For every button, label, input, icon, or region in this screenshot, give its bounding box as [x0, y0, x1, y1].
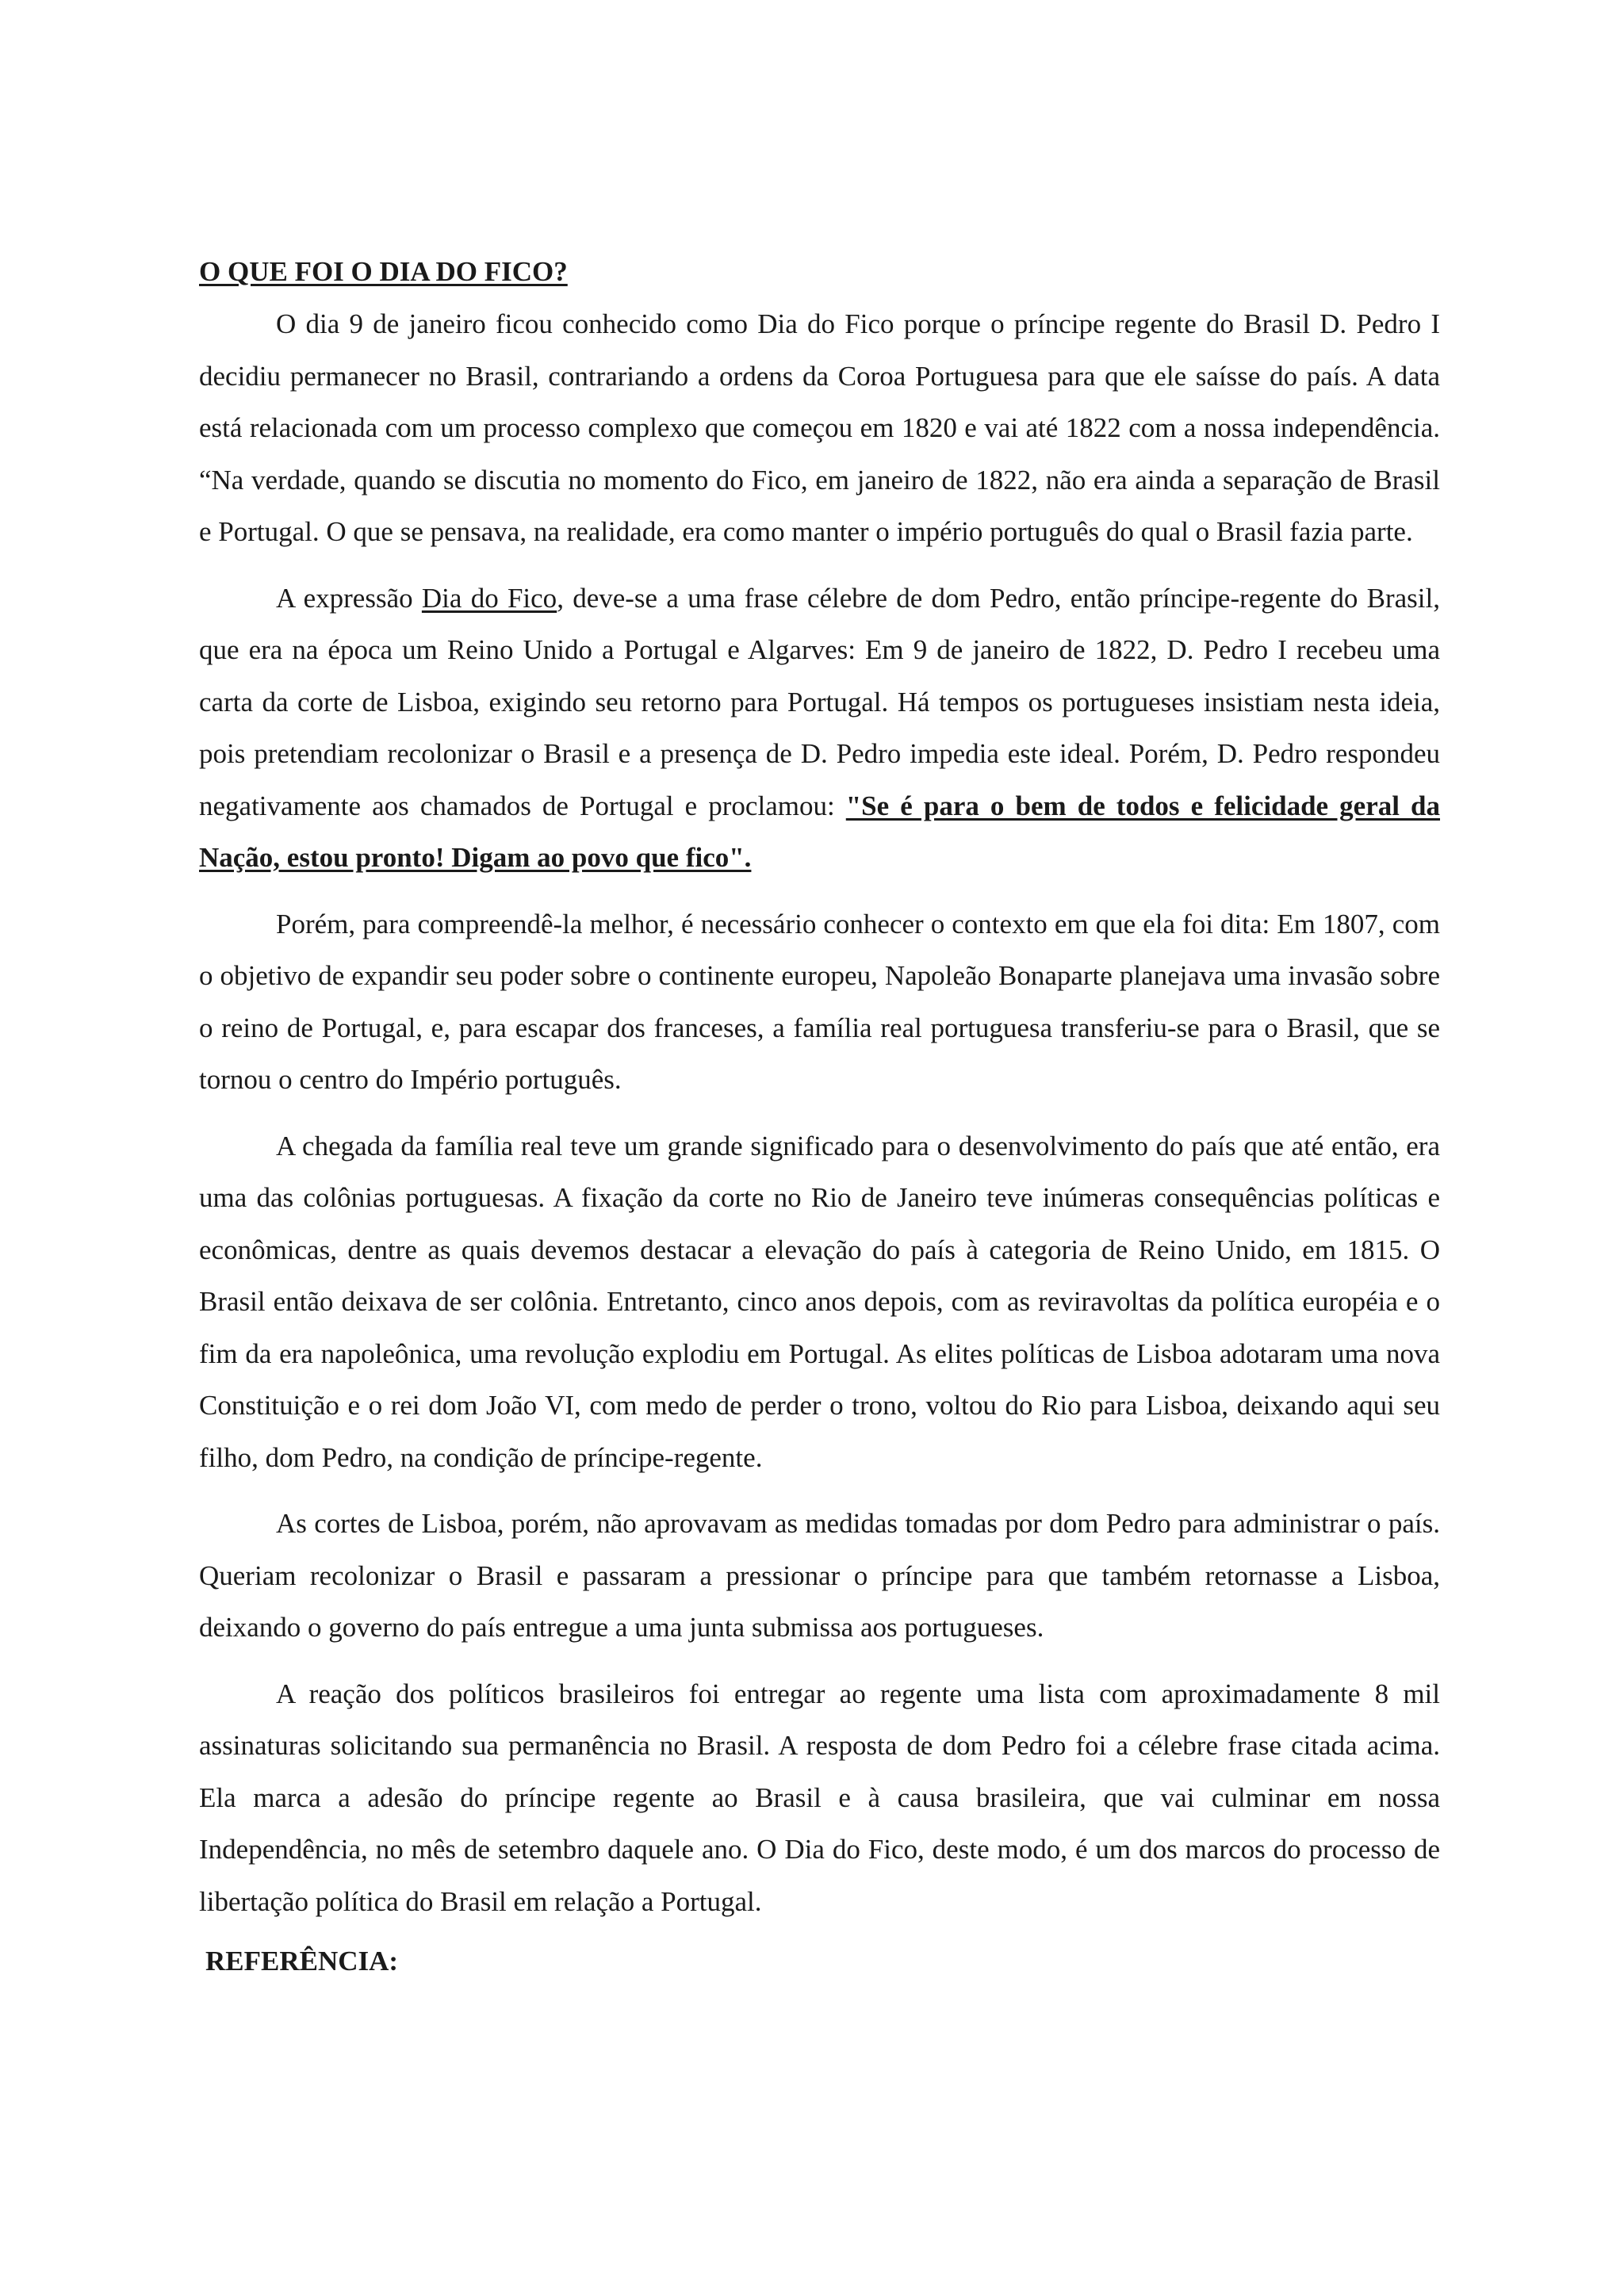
paragraph-6: A reação dos políticos brasileiros foi entregar ao regente uma lista com aproximadamente 8 mil assinaturas solicitando sua permanência no Brasil. A resposta de dom Pedro foi a célebre frase citada acima. Ela marca a adesão do príncipe regente ao Brasil e à causa brasileira, que vai culminar em nossa Independência, no mês de setembro daquele ano. O Dia do Fico, deste modo, é um dos marcos do processo de libertação política do Brasil em relação a Portugal.	[199, 1678, 1440, 1917]
dia-do-fico-term: Dia do Fico	[421, 582, 557, 614]
reference-heading: REFERÊNCIA:	[205, 1946, 399, 1976]
paragraph-3: Porém, para compreendê-la melhor, é necessário conhecer o contexto em que ela foi dita: Em 1807, com o objetivo de expandir seu poder sobre o continente europeu, Napoleão Bonaparte planejava uma invasão sobre o reino de Portugal, e, para escapar dos franceses, a família real portuguesa transferiu-se para o Brasil, que se tornou o centro do Império português.	[199, 908, 1440, 1095]
paragraph-2-start: A expressão	[276, 582, 422, 614]
paragraph-2-middle: , deve-se a uma frase célebre de dom Pedro, então príncipe-regente do Brasil, que era na época um Reino Unido a Portugal e Algarves: Em 9 de janeiro de 1822, D. Pedro I recebeu uma carta da corte de Lisboa, exigindo seu retorno para Portugal. Há tempos os portugueses insistiam nesta ideia, pois pretendiam recolonizar o Brasil e a presença de D. Pedro impedia este ideal. Porém, D. Pedro respondeu negativamente aos chamados de Portugal e proclamou:	[199, 582, 1440, 821]
document-title: O QUE FOI O DIA DO FICO?	[199, 256, 568, 287]
paragraph-1: O dia 9 de janeiro ficou conhecido como Dia do Fico porque o príncipe regente do Brasil D. Pedro I decidiu permanecer no Brasil, contrariando a ordens da Coroa Portuguesa para que ele saísse do país. A data está relacionada com um processo complexo que começou em 1820 e vai até 1822 com a nossa independência. “Na verdade, quando se discutia no momento do Fico, em janeiro de 1822, não era ainda a separação de Brasil e Portugal. O que se pensava, na realidade, era como manter o império português do qual o Brasil fazia parte.	[199, 308, 1440, 547]
paragraph-2	[199, 572, 1440, 884]
paragraph-5: As cortes de Lisboa, porém, não aprovavam as medidas tomadas por dom Pedro para administrar o país. Queriam recolonizar o Brasil e passaram a pressionar o príncipe para que também retornasse a Lisboa, deixando o governo do país entregue a uma junta submissa aos portugueses.	[199, 1508, 1440, 1643]
famous-quote: "Se é para o bem de todos e felicidade geral da Nação, estou pronto! Digam ao povo que fico".	[199, 790, 1440, 873]
paragraph-4: A chegada da família real teve um grande significado para o desenvolvimento do país que até então, era uma das colônias portuguesas. A fixação da corte no Rio de Janeiro teve inúmeras consequências políticas e econômicas, dentre as quais devemos destacar a elevação do país à categoria de Reino Unido, em 1815. O Brasil então deixava de ser colônia. Entretanto, cinco anos depois, com as reviravoltas da política européia e o fim da era napoleônica, uma revolução explodiu em Portugal. As elites políticas de Lisboa adotaram uma nova Constituição e o rei dom João VI, com medo de perder o trono, voltou do Rio para Lisboa, deixando aqui seu filho, dom Pedro, na condição de príncipe-regente.	[199, 1130, 1440, 1473]
document-page	[199, 252, 1440, 1981]
